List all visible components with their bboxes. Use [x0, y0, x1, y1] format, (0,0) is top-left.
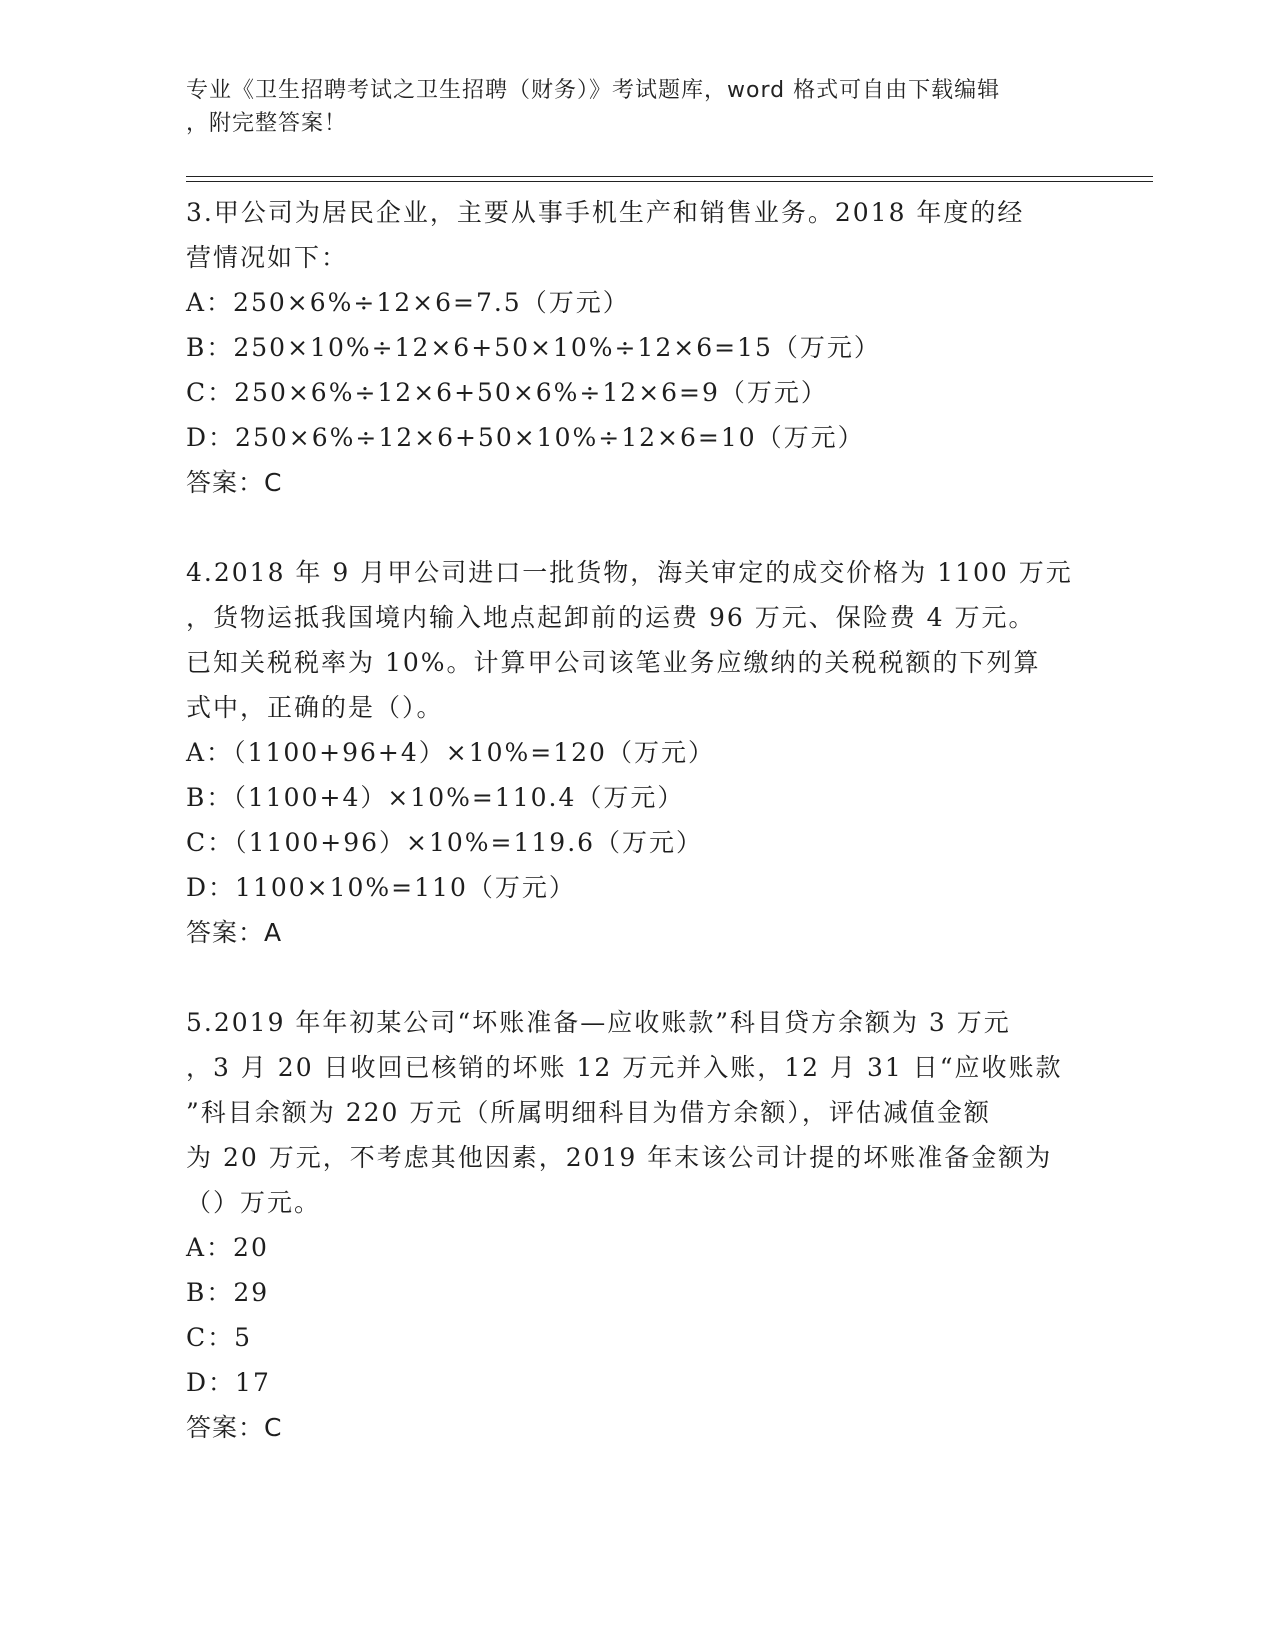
- question-5: [186, 1000, 1086, 1450]
- option-c: C：250×6%÷12×6+50×6%÷12×6=9（万元）: [186, 378, 828, 407]
- option-a: A：250×6%÷12×6=7.5（万元）: [186, 288, 630, 317]
- option-a: A：（1100+96+4）×10%=120（万元）: [186, 738, 715, 767]
- option-a: A：20: [186, 1233, 269, 1262]
- header-line-2: ，附完整答案！: [186, 111, 348, 136]
- header-line-1: 专业《卫生招聘考试之卫生招聘（财务）》考试题库，word 格式可自由下载编辑: [186, 78, 1001, 103]
- question-stem-line: ，货物运抵我国境内输入地点起卸前的运费 96 万元、保险费 4 万元。: [186, 603, 1036, 632]
- question-3: [186, 190, 1086, 505]
- question-stem-line: （）万元。: [186, 1188, 322, 1217]
- option-d: D：17: [186, 1368, 271, 1397]
- option-c: C：（1100+96）×10%=119.6（万元）: [186, 828, 704, 857]
- question-stem-line: 3.甲公司为居民企业，主要从事手机生产和销售业务。2018 年度的经: [186, 198, 1025, 227]
- option-d: D：250×6%÷12×6+50×10%÷12×6=10（万元）: [186, 423, 865, 452]
- question-stem-line: 5.2019 年年初某公司“坏账准备—应收账款”科目贷方余额为 3 万元: [186, 1008, 1011, 1037]
- option-b: B：250×10%÷12×6+50×10%÷12×6=15（万元）: [186, 333, 881, 362]
- answer-line: 答案：A: [186, 918, 283, 947]
- option-b: B：（1100+4）×10%=110.4（万元）: [186, 783, 685, 812]
- option-d: D：1100×10%=110（万元）: [186, 873, 576, 902]
- question-4: [186, 550, 1086, 955]
- answer-line: 答案：C: [186, 1413, 283, 1442]
- question-stem-line: 为 20 万元，不考虑其他因素，2019 年末该公司计提的坏账准备金额为: [186, 1143, 1053, 1172]
- question-stem-line: 已知关税税率为 10%。计算甲公司该笔业务应缴纳的关税税额的下列算: [186, 648, 1041, 677]
- question-stem-line: 4.2018 年 9 月甲公司进口一批货物，海关审定的成交价格为 1100 万元: [186, 558, 1073, 587]
- spacer: [186, 955, 1086, 1000]
- question-stem-line: ”科目余额为 220 万元（所属明细科目为借方余额），评估减值金额: [186, 1098, 991, 1127]
- question-stem-line: 式中，正确的是（）。: [186, 693, 444, 722]
- question-stem-line: 营情况如下：: [186, 243, 349, 272]
- question-list: [186, 190, 1086, 1450]
- header-divider-bottom: [186, 181, 1153, 182]
- header-divider-top: [186, 176, 1153, 177]
- document-header: [186, 74, 1066, 140]
- option-b: B：29: [186, 1278, 270, 1307]
- question-stem-line: ，3 月 20 日收回已核销的坏账 12 万元并入账，12 月 31 日“应收账款: [186, 1053, 1063, 1082]
- answer-line: 答案：C: [186, 468, 283, 497]
- option-c: C：5: [186, 1323, 253, 1352]
- spacer: [186, 505, 1086, 550]
